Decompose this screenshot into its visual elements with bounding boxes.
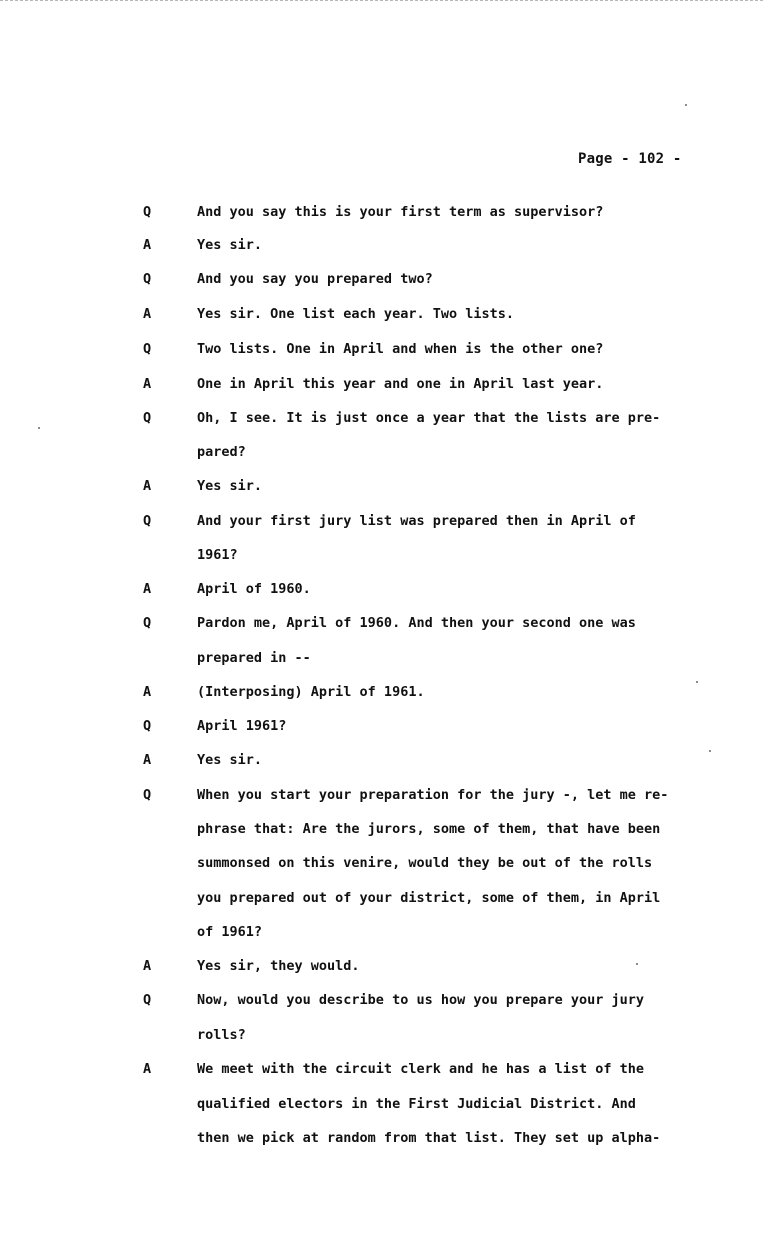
transcript-line [0,374,763,394]
scan-speck [685,104,687,106]
transcript-line [0,511,763,531]
transcript-line [0,269,763,289]
line-text: And your first jury list was prepared then in April of [197,513,636,529]
line-text: rolls? [197,1027,246,1043]
speaker-label: Q [143,615,152,631]
scan-speck [38,427,40,429]
speaker-label: A [143,958,152,974]
line-text: of 1961? [197,924,263,940]
speaker-label: A [143,1061,152,1077]
speaker-label: Q [143,513,152,529]
transcript-line [0,922,763,942]
transcript-line [0,853,763,873]
transcript-line [0,442,763,462]
transcript-line [0,819,763,839]
speaker-label: A [143,684,152,700]
line-text: summonsed on this venire, would they be out of the rolls [197,855,653,871]
transcript-line [0,304,763,324]
speaker-label: Q [143,718,152,734]
transcript-line [0,339,763,359]
transcript-line [0,1025,763,1045]
line-text: 1961? [197,547,238,563]
line-text: Yes sir. [197,237,263,253]
transcript-line [0,613,763,633]
line-text: prepared in -- [197,650,311,666]
speaker-label: A [143,306,152,322]
speaker-label: Q [143,341,152,357]
page-number: Page - 102 - [578,151,682,167]
line-text: Two lists. One in April and when is the other one? [197,341,604,357]
transcript-line [0,579,763,599]
transcript-line [0,235,763,255]
transcript-line [0,750,763,770]
line-text: April of 1960. [197,581,311,597]
transcript-line [0,682,763,702]
line-text: Yes sir. One list each year. Two lists. [197,306,514,322]
transcript-line [0,545,763,565]
transcript-line [0,716,763,736]
speaker-label: A [143,478,152,494]
line-text: phrase that: Are the jurors, some of them, that have been [197,821,661,837]
line-text: Yes sir, they would. [197,958,360,974]
line-text: then we pick at random from that list. They set up alpha- [197,1130,661,1146]
transcript-line [0,785,763,805]
line-text: (Interposing) April of 1961. [197,684,425,700]
scan-speck [696,681,698,683]
line-text: One in April this year and one in April last year. [197,376,604,392]
transcript-line [0,648,763,668]
transcript-line [0,476,763,496]
transcript-line [0,1128,763,1148]
line-text: April 1961? [197,718,287,734]
line-text: And you say this is your first term as supervisor? [197,204,604,220]
transcript-line [0,408,763,428]
speaker-label: Q [143,271,152,287]
speaker-label: A [143,581,152,597]
scan-speck [709,750,711,752]
line-text: Pardon me, April of 1960. And then your second one was [197,615,636,631]
page-top-edge [0,0,763,5]
line-text: Yes sir. [197,478,263,494]
speaker-label: A [143,376,152,392]
speaker-label: Q [143,410,152,426]
line-text: And you say you prepared two? [197,271,433,287]
line-text: Yes sir. [197,752,263,768]
transcript-line [0,202,763,222]
line-text: qualified electors in the First Judicial District. And [197,1096,636,1112]
speaker-label: Q [143,787,152,803]
line-text: Oh, I see. It is just once a year that the lists are pre- [197,410,661,426]
speaker-label: A [143,752,152,768]
transcript-line [0,956,763,976]
scan-speck [636,963,638,965]
line-text: you prepared out of your district, some of them, in April [197,890,661,906]
line-text: We meet with the circuit clerk and he has a list of the [197,1061,645,1077]
transcript-line [0,1059,763,1079]
transcript-line [0,990,763,1010]
speaker-label: Q [143,204,152,220]
speaker-label: A [143,237,152,253]
transcript-line [0,888,763,908]
line-text: When you start your preparation for the jury -, let me re- [197,787,669,803]
transcript-line [0,1094,763,1114]
speaker-label: Q [143,992,152,1008]
line-text: pared? [197,444,246,460]
line-text: Now, would you describe to us how you prepare your jury [197,992,645,1008]
